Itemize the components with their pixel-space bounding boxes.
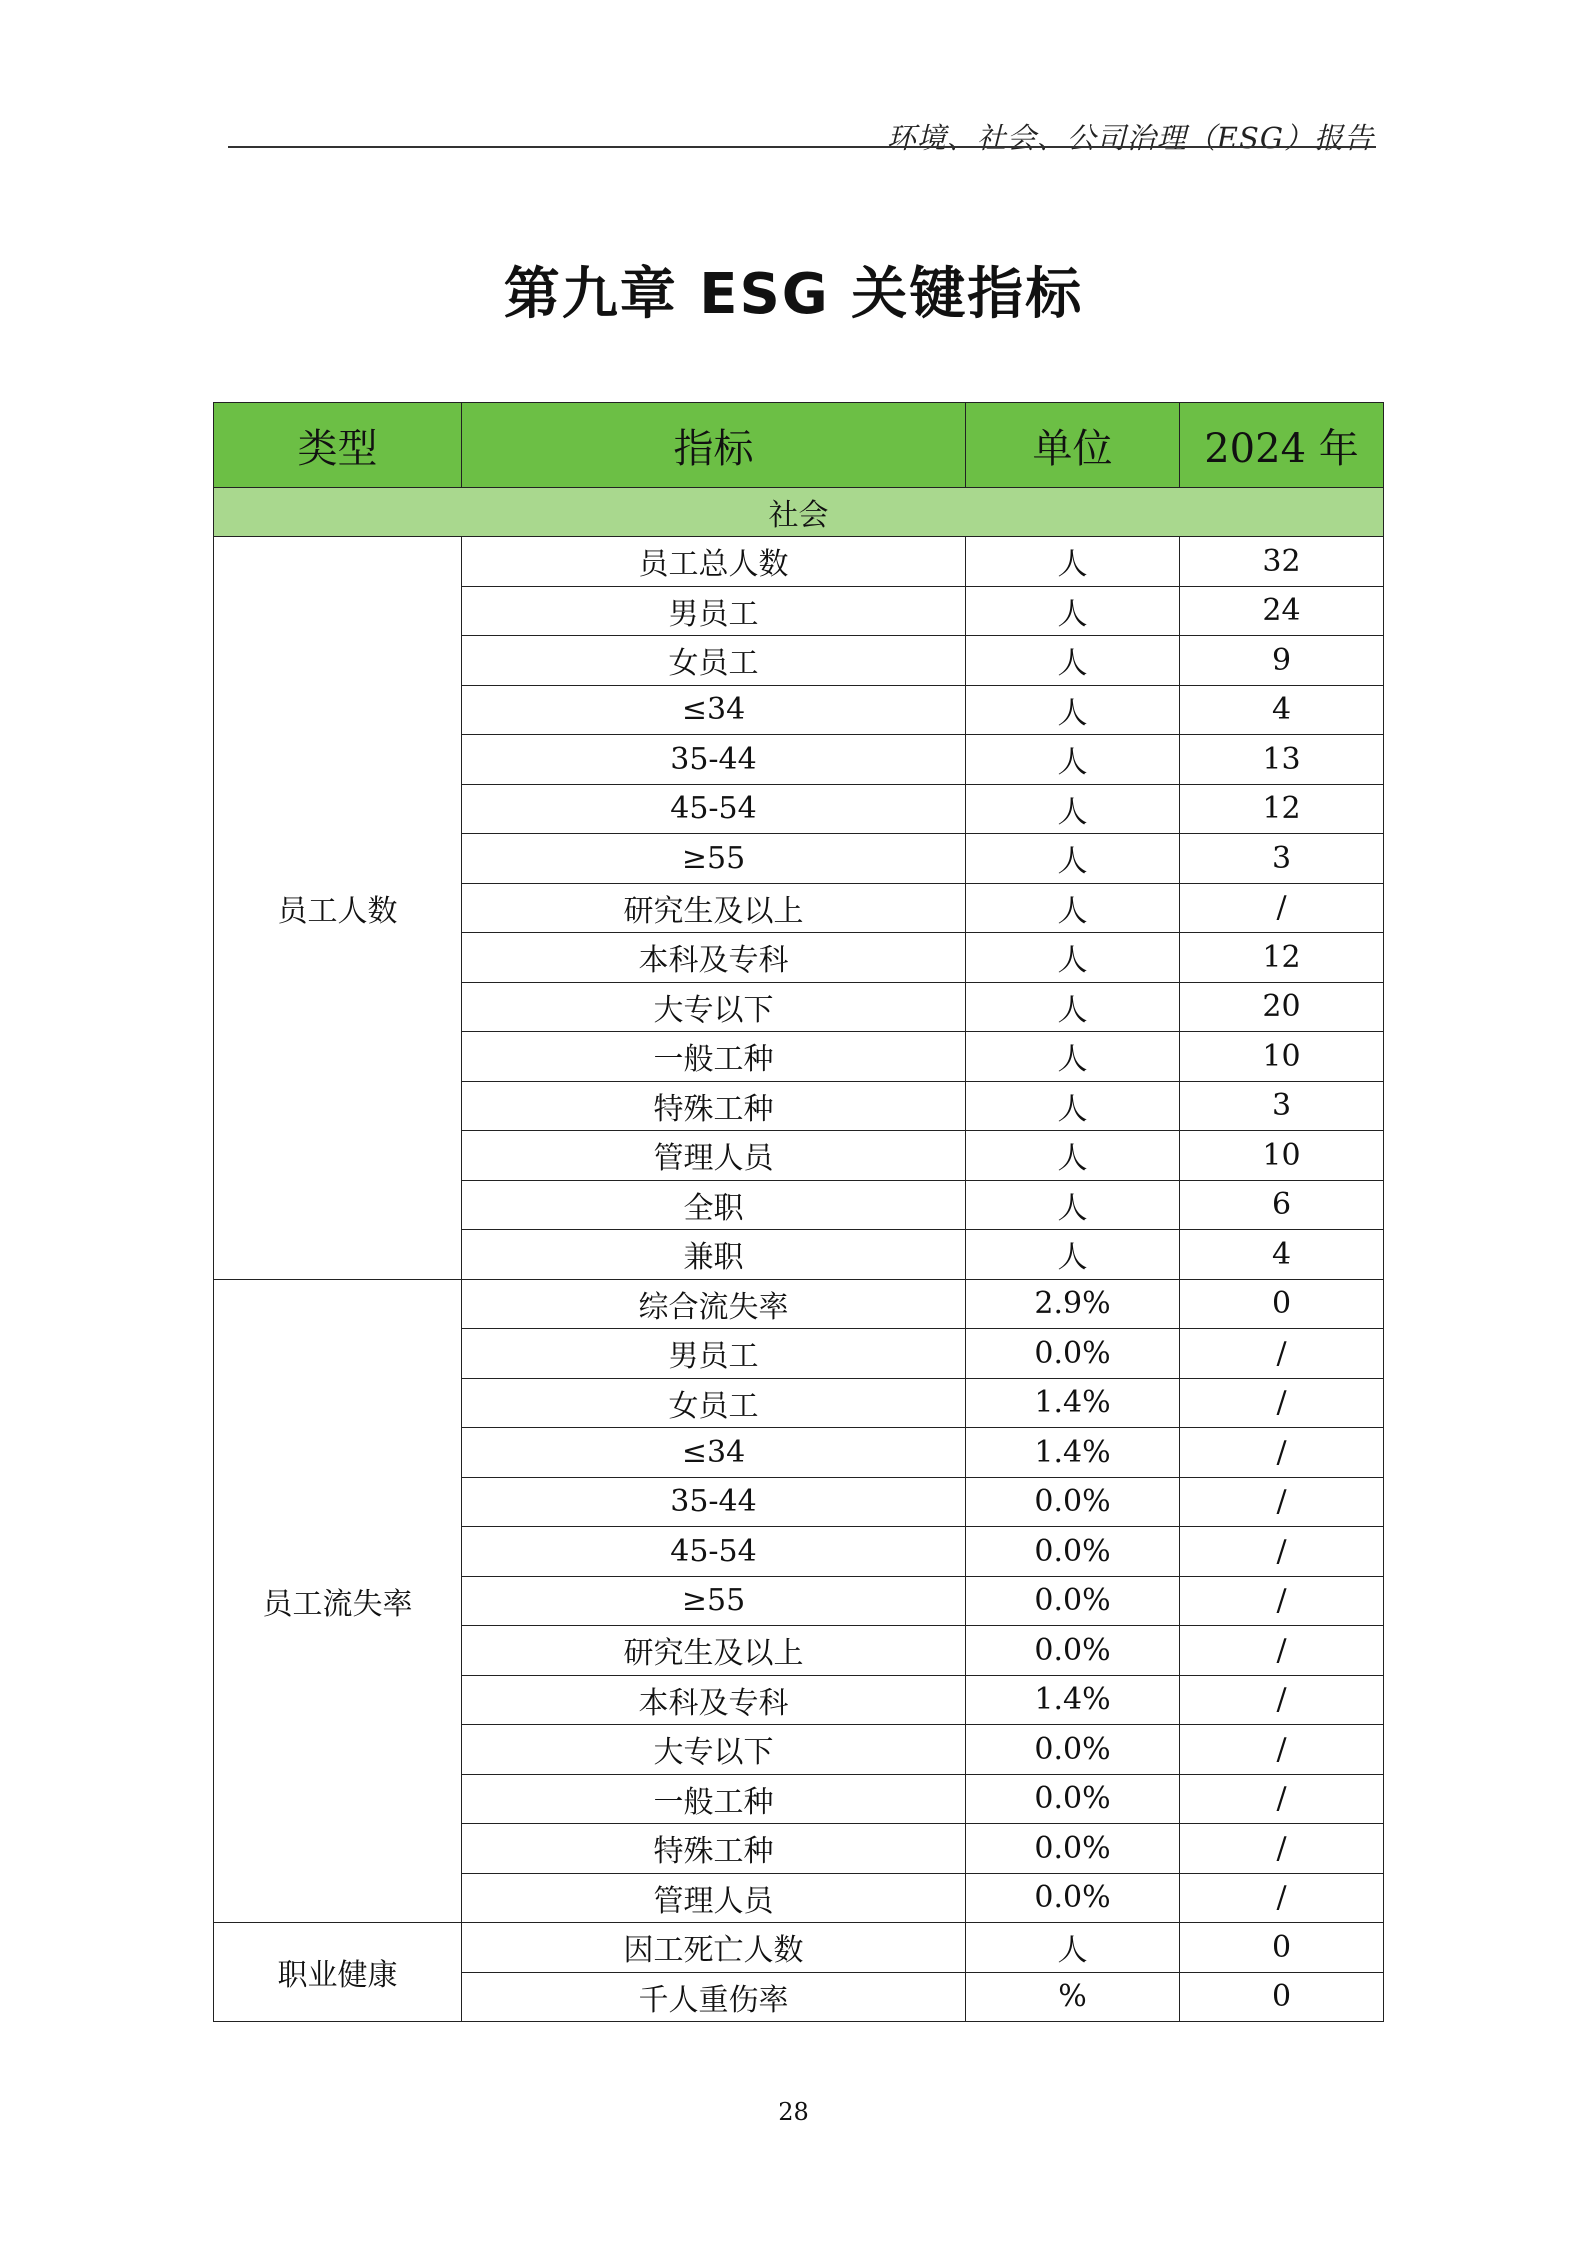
category-cell: 职业健康 <box>214 1923 462 2022</box>
indicator-cell: 一般工种 <box>462 1032 966 1082</box>
value-cell: / <box>1180 1576 1384 1626</box>
unit-cell: 0.0% <box>966 1626 1180 1676</box>
indicator-cell: 综合流失率 <box>462 1279 966 1329</box>
unit-cell: 人 <box>966 1923 1180 1973</box>
value-cell: / <box>1180 1428 1384 1478</box>
indicator-cell: 35-44 <box>462 1477 966 1527</box>
column-header-unit: 单位 <box>966 403 1180 488</box>
unit-cell: 人 <box>966 834 1180 884</box>
value-cell: / <box>1180 1477 1384 1527</box>
unit-cell: 人 <box>966 1230 1180 1280</box>
value-cell: 9 <box>1180 636 1384 686</box>
value-cell: 0 <box>1180 1279 1384 1329</box>
value-cell: 4 <box>1180 1230 1384 1280</box>
value-cell: / <box>1180 1329 1384 1379</box>
unit-cell: 人 <box>966 784 1180 834</box>
unit-cell: 人 <box>966 1131 1180 1181</box>
indicator-cell: 45-54 <box>462 784 966 834</box>
report-header-title: 环境、社会、公司治理（ESG）报告 <box>886 121 1374 155</box>
indicator-cell: 女员工 <box>462 636 966 686</box>
unit-cell: 人 <box>966 883 1180 933</box>
indicator-cell: 本科及专科 <box>462 1675 966 1725</box>
unit-cell: 0.0% <box>966 1576 1180 1626</box>
unit-cell: 0.0% <box>966 1824 1180 1874</box>
esg-kpi-table <box>213 402 1384 2022</box>
indicator-cell: 本科及专科 <box>462 933 966 983</box>
unit-cell: 0.0% <box>966 1873 1180 1923</box>
column-header-type: 类型 <box>214 403 462 488</box>
table-header-row <box>214 403 1384 488</box>
category-cell: 员工人数 <box>214 537 462 1280</box>
value-cell: 0 <box>1180 1972 1384 2022</box>
value-cell: 24 <box>1180 586 1384 636</box>
indicator-cell: 特殊工种 <box>462 1824 966 1874</box>
section-row <box>214 488 1384 537</box>
indicator-cell: 男员工 <box>462 586 966 636</box>
indicator-cell: 45-54 <box>462 1527 966 1577</box>
indicator-cell: ≤34 <box>462 685 966 735</box>
unit-cell: 人 <box>966 735 1180 785</box>
unit-cell: % <box>966 1972 1180 2022</box>
unit-cell: 人 <box>966 1180 1180 1230</box>
value-cell: / <box>1180 1378 1384 1428</box>
unit-cell: 0.0% <box>966 1329 1180 1379</box>
indicator-cell: 研究生及以上 <box>462 1626 966 1676</box>
unit-cell: 1.4% <box>966 1378 1180 1428</box>
indicator-cell: 35-44 <box>462 735 966 785</box>
table-row <box>214 537 1384 587</box>
value-cell: 10 <box>1180 1032 1384 1082</box>
page-number: 28 <box>778 2098 809 2126</box>
unit-cell: 人 <box>966 1081 1180 1131</box>
unit-cell: 0.0% <box>966 1725 1180 1775</box>
value-cell: 12 <box>1180 784 1384 834</box>
value-cell: / <box>1180 883 1384 933</box>
unit-cell: 人 <box>966 982 1180 1032</box>
unit-cell: 人 <box>966 586 1180 636</box>
unit-cell: 1.4% <box>966 1675 1180 1725</box>
unit-cell: 人 <box>966 537 1180 587</box>
value-cell: 6 <box>1180 1180 1384 1230</box>
column-header-indicator: 指标 <box>462 403 966 488</box>
column-header-year: 2024 年 <box>1180 403 1384 488</box>
unit-cell: 1.4% <box>966 1428 1180 1478</box>
indicator-cell: 全职 <box>462 1180 966 1230</box>
category-cell: 员工流失率 <box>214 1279 462 1923</box>
indicator-cell: 员工总人数 <box>462 537 966 587</box>
indicator-cell: 管理人员 <box>462 1131 966 1181</box>
value-cell: 20 <box>1180 982 1384 1032</box>
value-cell: 0 <box>1180 1923 1384 1973</box>
header-divider <box>228 146 1376 148</box>
value-cell: 32 <box>1180 537 1384 587</box>
value-cell: / <box>1180 1626 1384 1676</box>
indicator-cell: 因工死亡人数 <box>462 1923 966 1973</box>
value-cell: 3 <box>1180 1081 1384 1131</box>
value-cell: / <box>1180 1774 1384 1824</box>
value-cell: 12 <box>1180 933 1384 983</box>
indicator-cell: ≥55 <box>462 834 966 884</box>
unit-cell: 0.0% <box>966 1477 1180 1527</box>
indicator-cell: 研究生及以上 <box>462 883 966 933</box>
indicator-cell: 千人重伤率 <box>462 1972 966 2022</box>
indicator-cell: 特殊工种 <box>462 1081 966 1131</box>
unit-cell: 0.0% <box>966 1527 1180 1577</box>
section-label: 社会 <box>214 488 1384 537</box>
indicator-cell: 管理人员 <box>462 1873 966 1923</box>
value-cell: / <box>1180 1725 1384 1775</box>
unit-cell: 人 <box>966 636 1180 686</box>
value-cell: / <box>1180 1527 1384 1577</box>
unit-cell: 人 <box>966 1032 1180 1082</box>
indicator-cell: ≥55 <box>462 1576 966 1626</box>
indicator-cell: 大专以下 <box>462 982 966 1032</box>
unit-cell: 人 <box>966 933 1180 983</box>
indicator-cell: 大专以下 <box>462 1725 966 1775</box>
value-cell: 10 <box>1180 1131 1384 1181</box>
indicator-cell: 女员工 <box>462 1378 966 1428</box>
indicator-cell: 兼职 <box>462 1230 966 1280</box>
unit-cell: 2.9% <box>966 1279 1180 1329</box>
table-row <box>214 1279 1384 1329</box>
value-cell: 3 <box>1180 834 1384 884</box>
unit-cell: 0.0% <box>966 1774 1180 1824</box>
indicator-cell: 一般工种 <box>462 1774 966 1824</box>
unit-cell: 人 <box>966 685 1180 735</box>
value-cell: / <box>1180 1824 1384 1874</box>
value-cell: 13 <box>1180 735 1384 785</box>
indicator-cell: ≤34 <box>462 1428 966 1478</box>
value-cell: / <box>1180 1873 1384 1923</box>
chapter-title: 第九章 ESG 关键指标 <box>503 262 1084 327</box>
value-cell: / <box>1180 1675 1384 1725</box>
value-cell: 4 <box>1180 685 1384 735</box>
indicator-cell: 男员工 <box>462 1329 966 1379</box>
table-row <box>214 1923 1384 1973</box>
